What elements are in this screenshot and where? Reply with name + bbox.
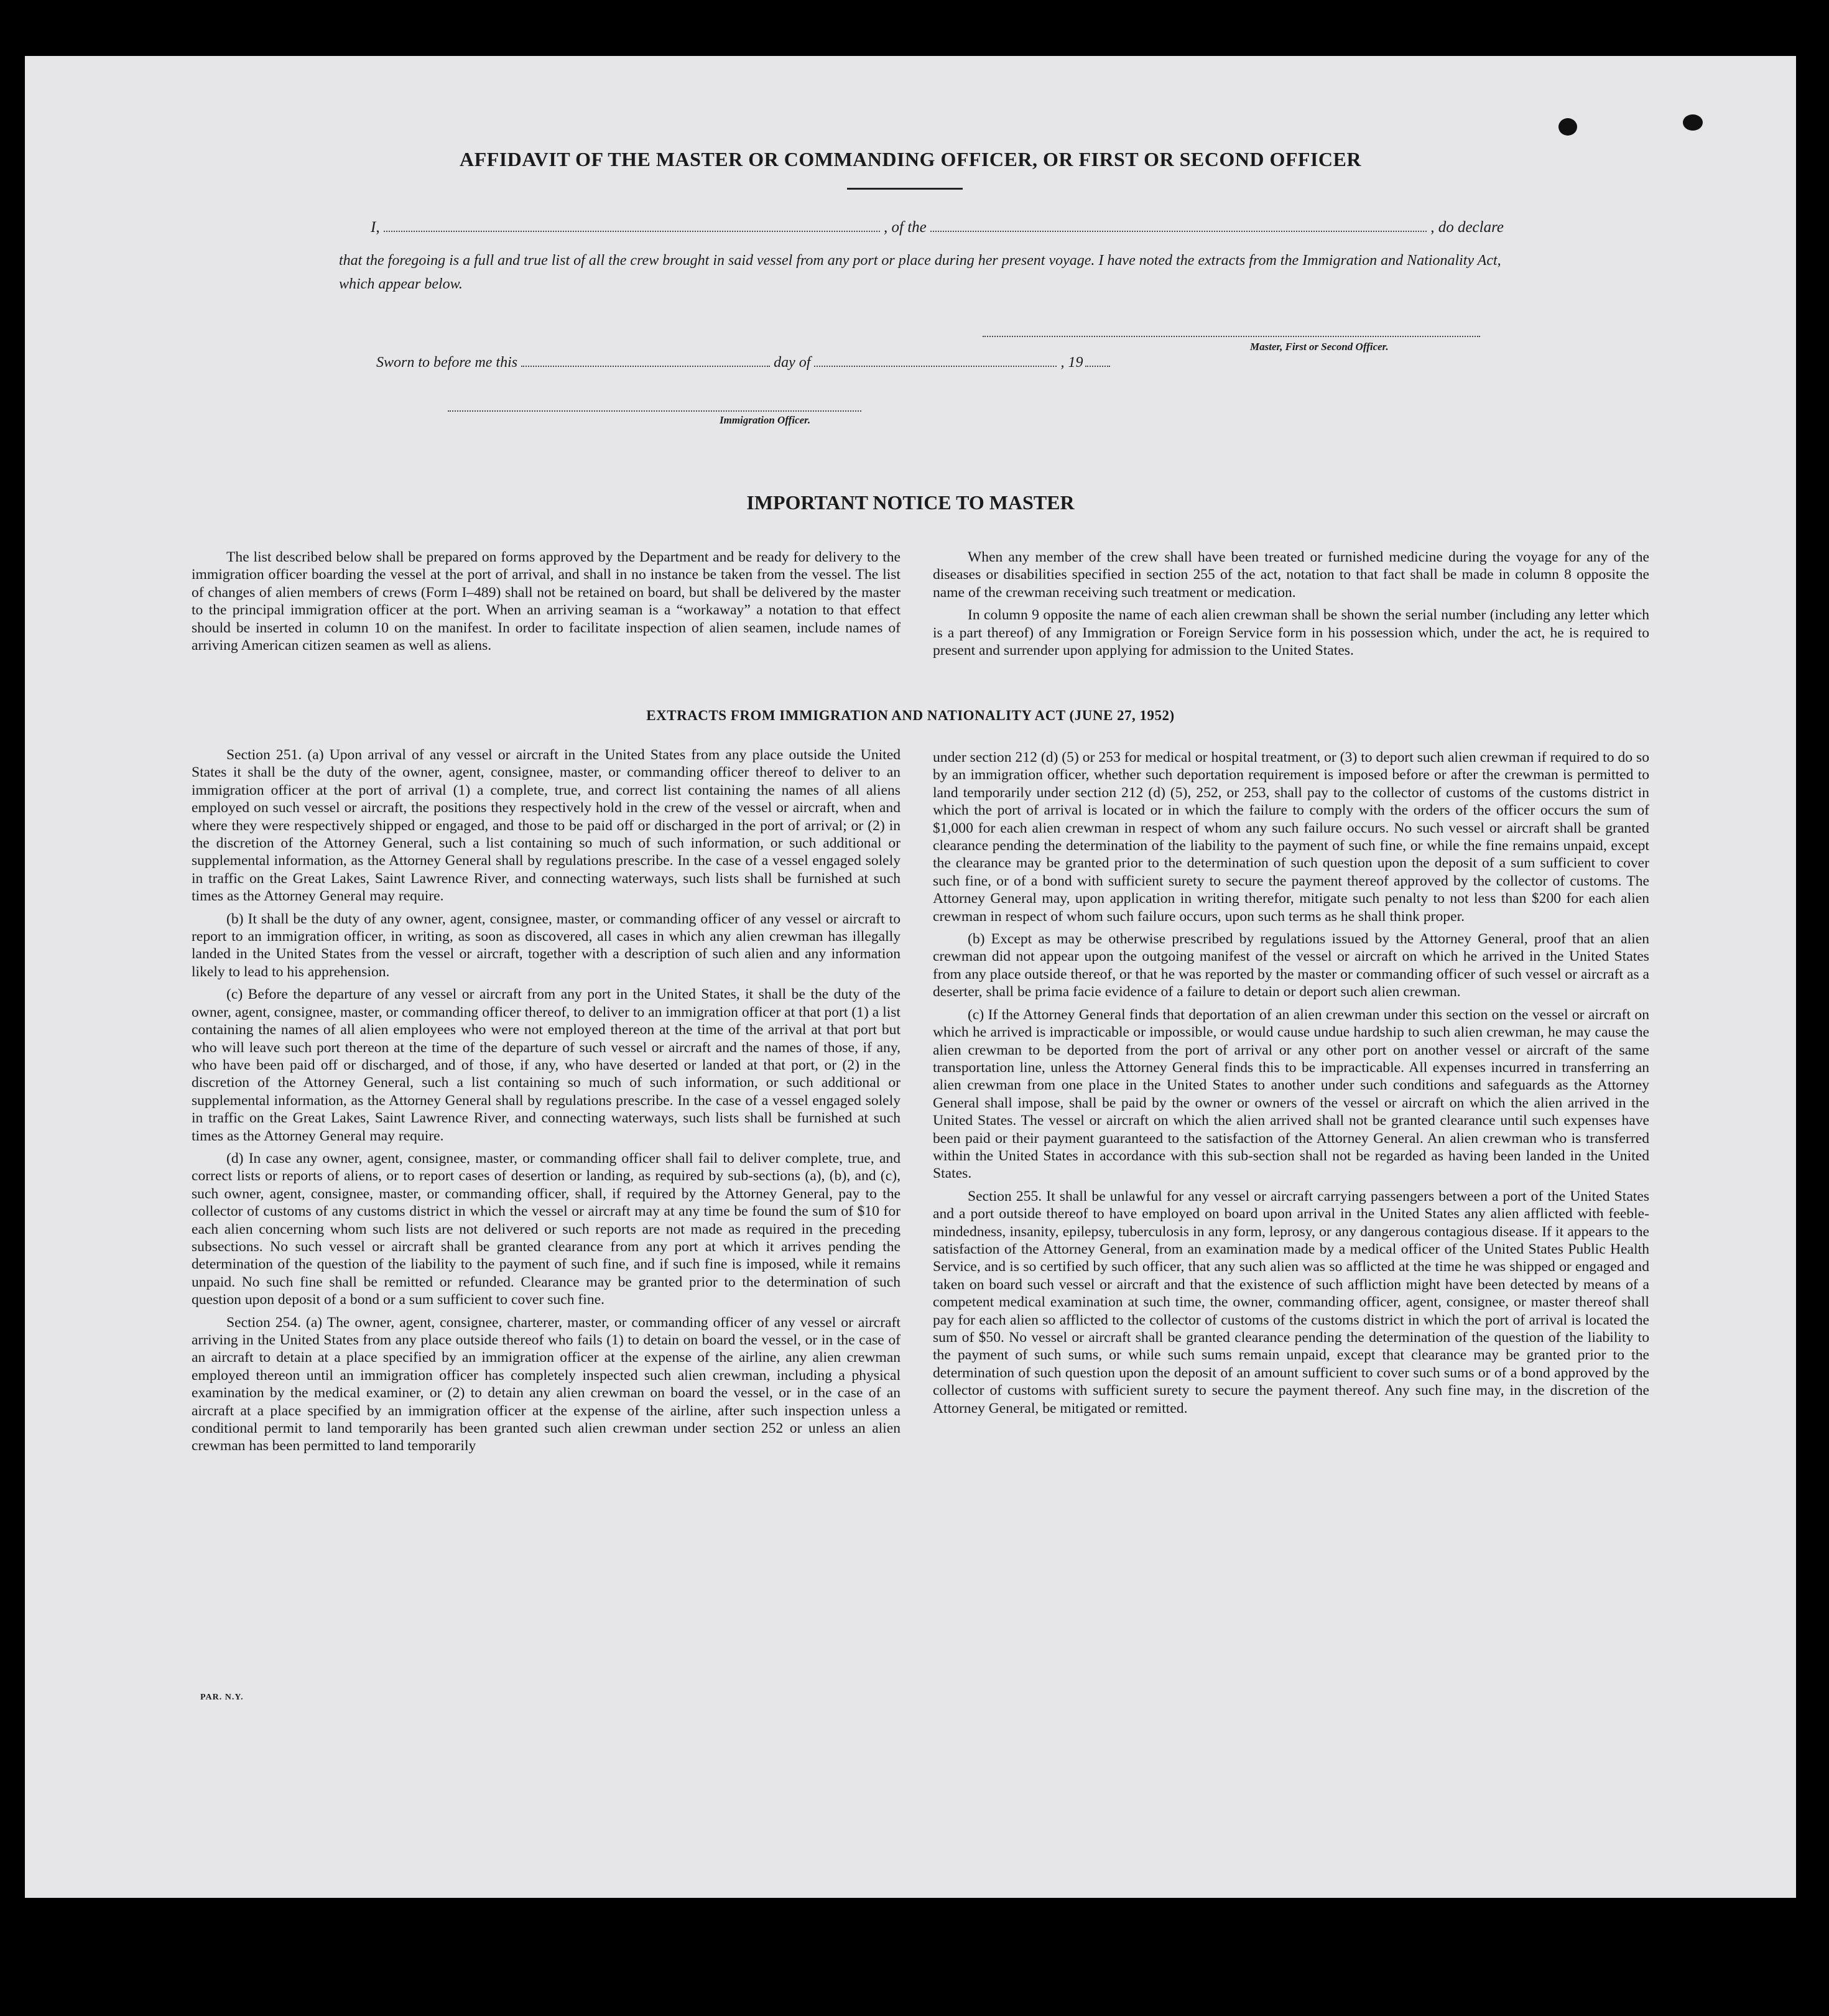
notice-left-column: [192, 548, 901, 654]
officer-signature-line[interactable]: [448, 410, 861, 412]
section-251-d: (d) In case any owner, agent, consignee, master, or commanding officer shall fail to deliver complete, true, and correct lists or reports of aliens, or to report cases of desertion or landing, as required by sub-sections (a), (b), and (c), such owner, agent, consignee, master, or commanding officer, shall, if required by the Attorney General, pay to the collector of customs of any customs district in which the vessel or aircraft may at any time be found the sum of $10 for each alien concerning whom such lists are not delivered or such reports are not made as required in the preceding subsections. No such vessel or aircraft shall be granted clearance from any port at which it arrives pending the determination of the question of the liability to the payment of such fine, and if such fine is imposed, while it remains unpaid. No such fine shall be remitted or refunded. Clearance may be granted prior to the determination of such question upon deposit of a bond or a sum sufficient to cover such fine.: [192, 1150, 901, 1308]
notice-title: IMPORTANT NOTICE TO MASTER: [746, 491, 1075, 514]
ink-spot: [1558, 118, 1577, 136]
section-254-a: Section 254. (a) The owner, agent, consignee, charterer, master, or commanding officer of any vessel or aircraft arriving in the United States from any place outside thereof who fails (1) to detain on board the vessel, or in the case of an aircraft to detain at a place specified by an immigration officer at the expense of the airline, any alien crewman employed thereon until an immigration officer has completely inspected such alien crewman, including a physical examination by the medical examiner, or (2) to detain any alien crewman on board the vessel, or in the case of an aircraft at a place specified by an immigration officer at the expense of the airline, after such inspection unless a conditional permit to land temporarily has been granted such alien crewman under section 252 or unless an alien crewman has been permitted to land temporarily: [192, 1314, 901, 1454]
section-251-b: (b) It shall be the duty of any owner, agent, consignee, master, or commanding officer of any vessel or aircraft to report to an immigration officer, in writing, as soon as discovered, all cases in which any alien crewman has illegally landed in the United States from the vessel or aircraft, together with a description of such alien and any information likely to lead to his apprehension.: [192, 910, 901, 980]
declare-suffix: , do declare: [1430, 219, 1504, 236]
section-254-c: (c) If the Attorney General finds that deportation of an alien crewman under this section on the vessel or aircraft on which he arrived is impracticable or impossible, or would cause undue hardship to such alien crewman, he may cause the alien crewman to be deported from the port of arrival or any other port on another vessel or aircraft of the same transportation line, unless the Attorney General finds this to be impracticable. All expenses incurred in transferring an alien crewman from one place in the United States to another under such conditions and safeguards as the Attorney General shall impose, shall be paid by the owner or owners of the vessel or aircraft on which the alien arrived in the United States. The vessel or aircraft on which the alien arrived shall not be granted clearance until such expenses have been paid or their payment guaranteed to the satisfaction of the Attorney General. An alien crewman who is transferred within the United States in accordance with this sub-section shall not be regarded as having been landed in the United States.: [933, 1006, 1649, 1182]
master-caption: Master, First or Second Officer.: [1250, 341, 1389, 353]
name-blank[interactable]: [384, 231, 880, 232]
vessel-blank[interactable]: [930, 231, 1427, 232]
declaration-text: that the foregoing is a full and true list of all the crew brought in said vessel from any port or place during her present voyage. I have noted the extracts from the Immigration and Nationality Act, which appear below.: [339, 252, 1501, 292]
sworn-day-of: day of: [774, 354, 811, 371]
ink-spot: [1683, 114, 1703, 131]
section-255: Section 255. It shall be unlawful for any vessel or aircraft carrying passengers between a port of the United States and a port outside thereof to have employed on board upon arrival in the United States any alien afflicted with feeble-mindedness, insanity, epilepsy, tuberculosis in any form, leprosy, or any dangerous contagious disease. If it appears to the satisfaction of the Attorney General, from an examination made by a medical officer of the United States Public Health Service, and is so certified by such officer, that any such alien was so afflicted at the time he was shipped or engaged and taken on board such vessel or aircraft and that the existence of such affliction might have been detected by means of a competent medical examination at such time, the owner, commanding officer, agent, consignee, or master thereof shall pay for each alien so afflicted to the collector of customs of the customs district in which the port of arrival is located the sum of $50. No vessel or aircraft shall be granted clearance pending the determination of the question of the liability to the payment of such sums, or while such sums remain unpaid, except that clearance may be granted prior to the determination of such question upon the deposit of an amount sufficient to cover such sums or of a bond approved by the collector of customs with sufficient surety to secure the payment thereof. Any such fine may, in the discretion of the Attorney General, be mitigated or remitted.: [933, 1188, 1649, 1417]
printer-mark: PAR. N.Y.: [200, 1693, 244, 1702]
sworn-year: , 19: [1060, 354, 1083, 371]
notice-paragraph: The list described below shall be prepared on forms approved by the Department and be ready for delivery to the immigration officer boarding the vessel at the port of arrival, and shall in no instance be taken from the vessel. The list of changes of alien members of crews (Form I–489) shall not be retained on board, but shall be delivered by the master to the principal immigration officer at the port. When an arriving seaman is a “workaway” a notation to that effect should be inserted in column 10 on the manifest. In order to facilitate inspection of alien seamen, include names of arriving American citizen seamen as well as aliens.: [192, 549, 901, 654]
sworn-prefix: Sworn to before me this: [376, 354, 518, 371]
section-251-c: (c) Before the departure of any vessel or aircraft from any port in the United States, it shall be the duty of the owner, agent, consignee, master, or commanding officer thereof, to deliver to an immigration officer at that port (1) a list containing the names of all alien employees who were not employed thereon at the time of the arrival at that port but who will leave such port thereon at the time of the departure of such vessel or aircraft and the names of those, if any, who have been paid off or discharged, and of those, if any, who have deserted or landed at that port, or (2) in the discretion of the Attorney General, such a list containing so much of such information, or such additional or supplemental information, as the Attorney General shall by regulations prescribe. In the case of a vessel engaged solely in traffic on the Great Lakes, Saint Lawrence River, and connecting waterways, such lists shall be furnished at such times as the Attorney General may require.: [192, 986, 901, 1144]
title-rule: [847, 188, 963, 190]
sworn-year-blank[interactable]: [1085, 366, 1110, 367]
sworn-month-blank[interactable]: [814, 366, 1057, 367]
section-254-b: (b) Except as may be otherwise prescribed by regulations issued by the Attorney General, proof that an alien crewman did not appear upon the outgoing manifest of the vessel or aircraft on which he arrived in the United States from any place outside thereof, or that he was reported by the master or commanding officer of such vessel or aircraft as a deserter, shall be prima facie evidence of a failure to detain or deport such alien crewman.: [933, 931, 1649, 1001]
declare-mid: , of the: [884, 219, 927, 236]
affidavit-title: AFFIDAVIT OF THE MASTER OR COMMANDING OFFICER, OR FIRST OR SECOND OFFICER: [460, 148, 1361, 170]
notice-paragraph: In column 9 opposite the name of each alien crewman shall be shown the serial number (including any letter which is a part thereof) of any Immigration or Foreign Service form in his possession which, under the act, he is required to present and surrender upon applying for admission to the United States.: [933, 607, 1649, 659]
notice-right-column: [933, 548, 1649, 659]
officer-caption: Immigration Officer.: [720, 414, 811, 426]
document-page: [25, 56, 1796, 1898]
declare-prefix: I,: [371, 219, 380, 236]
extracts-title: EXTRACTS FROM IMMIGRATION AND NATIONALITY ACT (JUNE 27, 1952): [646, 708, 1175, 723]
declaration-line: [371, 219, 1504, 236]
extracts-left-column: [192, 746, 901, 1455]
extracts-right-column: [933, 749, 1649, 1417]
section-251-a: Section 251. (a) Upon arrival of any vessel or aircraft in the United States from any place outside the United States it shall be the duty of the owner, agent, consignee, master, or commanding officer thereof to deliver to an immigration officer at the port of arrival (1) a complete, true, and correct list containing the names of all aliens employed on such vessel or aircraft, the positions they respectively hold in the crew of the vessel or aircraft, when and where they were respectively shipped or engaged, and those to be paid off or discharged in the port of arrival; or (2) in the discretion of the Attorney General, such a list containing so much of such information, or such additional or supplemental information, as the Attorney General shall by regulations prescribe. In the case of a vessel engaged solely in traffic on the Great Lakes, Saint Lawrence River, and connecting waterways, such lists shall be furnished at such times as the Attorney General may require.: [192, 747, 901, 905]
sworn-date-blank[interactable]: [521, 366, 770, 367]
section-254-a-continued: under section 212 (d) (5) or 253 for medical or hospital treatment, or (3) to deport such alien crewman if required to do so by an immigration officer, whether such deportation requirement is imposed before or after the crewman is permitted to land temporarily under section 212 (d) (5), 252, or 253, shall pay to the collector of customs of the customs district in which the port of arrival is located or in which the failure to comply with the orders of the officer occurs the sum of $1,000 for each alien crewman in respect of whom any such failure occurs. No such vessel or aircraft shall be granted clearance pending the determination of the liability to the payment of such fine, or while the fine remains unpaid, except the clearance may be granted prior to the determination of such question upon the deposit of a sum sufficient to cover such fine, or of a bond with sufficient surety to secure the payment thereof approved by the collector of customs. The Attorney General may, upon application in writing therefor, mitigate such penalty to not less than $200 for each alien crewman in respect of whom such failure occurs, upon such terms as he shall think proper.: [933, 749, 1649, 925]
notice-paragraph: When any member of the crew shall have been treated or furnished medicine during the voyage for any of the diseases or disabilities specified in section 255 of the act, notation to that fact shall be made in column 8 opposite the name of the crewman receiving such treatment or medication.: [933, 549, 1649, 601]
sworn-line: [376, 354, 1228, 371]
master-signature-line[interactable]: [983, 336, 1480, 337]
